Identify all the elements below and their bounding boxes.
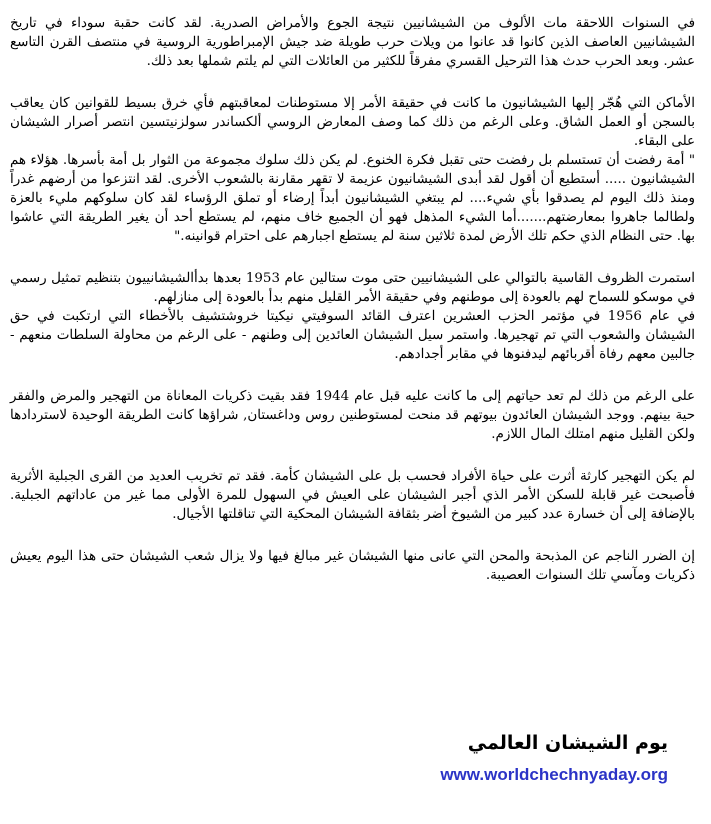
paragraph-text: إن الضرر الناجم عن المذبحة والمحن التي عانى منها الشيشان غير مبالغ فيها ولا يزال شعب الشيشان حتى هذا اليوم يعيش ذكريات ومآسي تلك السنوات العصيبة.	[10, 549, 695, 583]
paragraph-text: استمرت الظروف القاسية بالتوالي على الشيشانيين حتى موت ستالين عام 1953 بعدها بدأالشيشانييون بتنظيم تمثيل رسمي في موسكو للسماح لهم بالعودة إلى موطنهم وفي حقيقة الأمر القليل منهم بدأ بالعودة إلى منازلهم.	[10, 271, 695, 305]
paragraph	[10, 269, 695, 364]
paragraph-text: " أمة رفضت أن تستسلم بل رفضت حتى تقبل فكرة الخنوع. لم يكن ذلك سلوك مجموعة من الثوار بل أمة بأسرها. هؤلاء هم الشيشانيون ..... أستطيع أن أقول لقد أبدى الشيشانيون عزيمة لا تقهر مقارنة بالشعوب الأخرى. لقد انتزعوا من أرضهم غدراً ومنذ ذلك اليوم لم يصدقوا بأي شيء.... لم يبتغي الشيشانيون أبداً إرضاء أو تملق الرؤساء لقد كان سلوكهم مليء بالعزة ولطالما جاهروا بمعارضتهم.......أما الشيء المذهل فهو أن الجميع خاف منهم، لم يستطع أحد أن يغير الطريقة التي عاشوا بها. حتى النظام الذي حكم تلك الأرض لمدة ثلاثين سنة لم يستطع اجبارهم على احترام قوانينه."	[10, 153, 695, 244]
paragraph	[10, 14, 695, 71]
paragraph-text: لم يكن التهجير كارثة أثرت على حياة الأفراد فحسب بل على الشيشان كأمة. فقد تم تخريب العديد من القرى الجبلية الأثرية فأصبحت غير قابلة للسكن الأمر الذي أجبر الشيشان على العيش في السهول للمرة الأولى مما غير من عاداتهم الجبلية. بالإضافة إلى أن خسارة عدد كبير من الشيوخ أضر بثقافة الشيشان المحكية التي تناقلتها الأجيال.	[10, 469, 695, 522]
footer-title: يوم الشيشان العالمي	[467, 732, 668, 754]
paragraph-text: الأماكن التي هُجّر إليها الشيشانيون ما كانت في حقيقة الأمر إلا مستوطنات لمعاقبتهم فأي خرق بسيط للقوانين كان يعاقب بالسجن أو العمل الشاق. وعلى الرغم من ذلك كما وصف المعارض الروسي ألكساندر سولزنيتسين انتصر أصرار الشيشان على البقاء.	[10, 96, 695, 149]
paragraph	[10, 547, 695, 585]
footer	[400, 730, 668, 786]
website-link[interactable]: www.worldchechnyaday.org	[440, 765, 668, 784]
paragraph-text: في عام 1956 في مؤتمر الحزب العشرين اعترف القائد السوفيتي نيكيتا خروشتشيف بالأخطاء التي ارتكبت في حق الشيشان والشعوب التي تم تهجيرها. واستمر سيل الشيشان العائدين إلى وطنهم - على الرغم من محاولة السلطات منعهم - جالبين معهم رفاة أقربائهم ليدفنوها في مقابر أجدادهم.	[10, 309, 696, 362]
paragraph	[10, 467, 695, 524]
paragraph	[10, 387, 695, 444]
paragraph-text: على الرغم من ذلك لم تعد حياتهم إلى ما كانت عليه قبل عام 1944 فقد بقيت ذكريات المعاناة من التهجير والمرض والفقر حية بينهم. ووجد الشيشان العائدون بيوتهم قد منحت لمستوطنين روس وداغستان, شراؤها كانت الطريقة الوحيدة لاستردادها ولكن القليل منهم امتلك المال اللازم.	[10, 389, 695, 442]
article-body	[10, 14, 695, 608]
paragraph	[10, 94, 695, 246]
paragraph-text: في السنوات اللاحقة مات الألوف من الشيشانيين نتيجة الجوع والأمراض الصدرية. لقد كانت حقبة سوداء في تاريخ الشيشانيين العاصف الذين كانوا قد عانوا من ويلات حرب طويلة ضد جيش الإمبراطورية الروسية في منتصف القرن التاسع عشر. وبعد الحرب حدث هذا الترحيل القسري مفرقاً للكثير من العائلات التي لم يلتم شملها بعد ذلك.	[10, 16, 695, 69]
